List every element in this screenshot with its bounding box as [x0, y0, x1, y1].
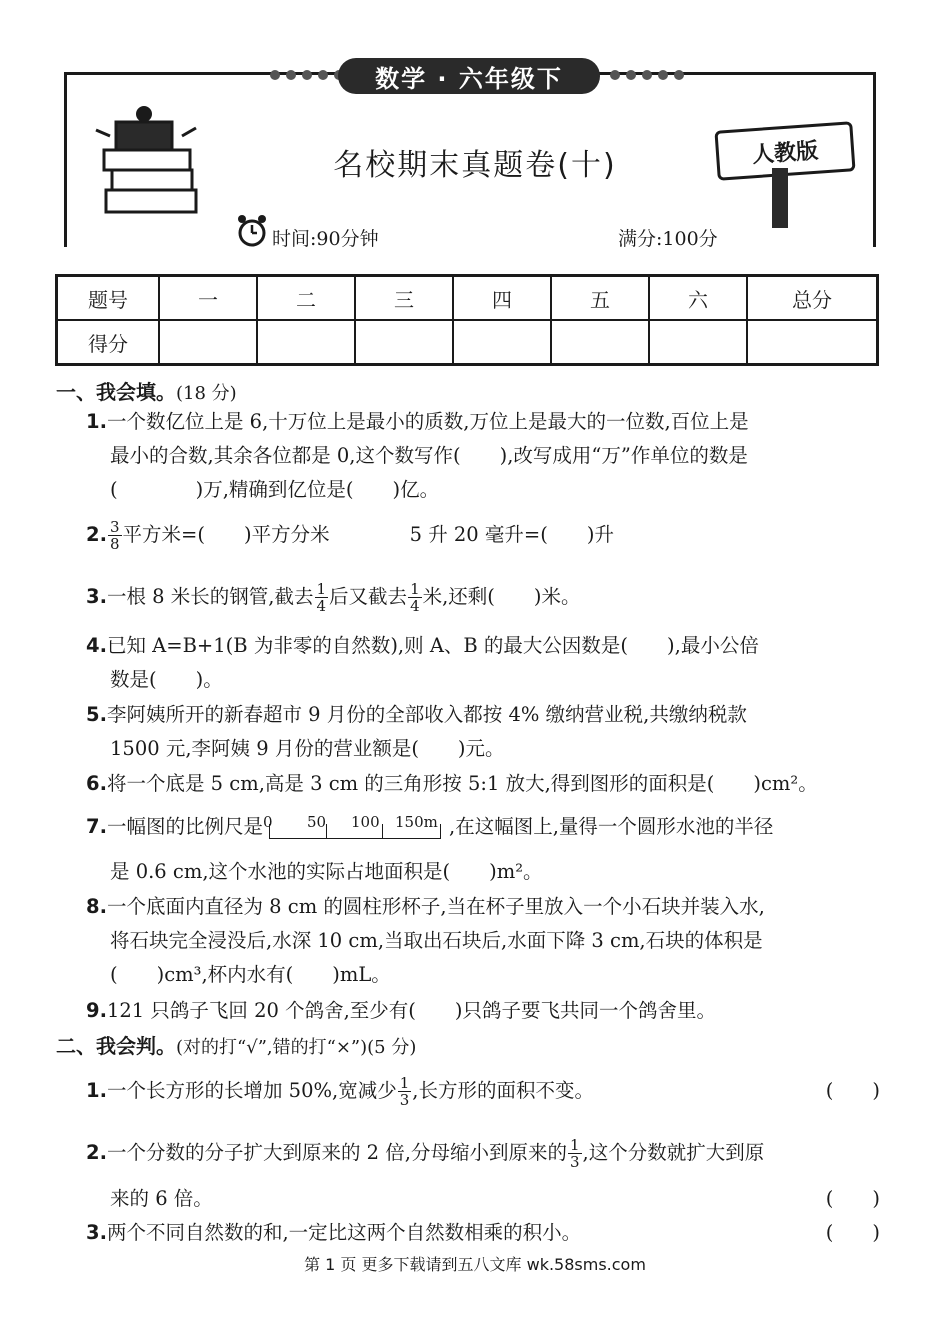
fraction: $\frac{1}{4}$	[410, 580, 420, 615]
table-row	[57, 320, 878, 365]
section2-title: 二、我会判。(对的打“√”,错的打“×”)(5 分)	[56, 1034, 417, 1058]
table-cell: 总分	[747, 276, 878, 321]
question-1-6: 6.将一个底是 5 cm,高是 3 cm 的三角形按 5:1 放大,得到图形的面积是( )cm²。	[86, 772, 818, 795]
answer-paren[interactable]: ( )	[825, 1221, 880, 1244]
section1-title: 一、我会填。(18 分)	[56, 380, 237, 404]
table-cell: 五	[551, 276, 649, 321]
scale-bar: 0 50 100 150m	[263, 813, 449, 843]
alarm-clock-icon	[236, 214, 268, 248]
score-input-cell[interactable]	[747, 320, 878, 365]
decor-dots-left	[270, 70, 344, 80]
full-score: 满分:100分	[618, 228, 718, 250]
table-cell: 二	[257, 276, 355, 321]
table-cell: 得分	[57, 320, 160, 365]
table-cell: 三	[355, 276, 453, 321]
page-footer: 第 1 页 更多下载请到五八文库 wk.58sms.com	[304, 1255, 646, 1274]
question-1-4-line2: 数是( )。	[110, 668, 223, 691]
score-table	[55, 274, 879, 366]
decor-dots-right	[610, 70, 684, 80]
question-1-4: 4.已知 A=B+1(B 为非零的自然数),则 A、B 的最大公因数是( ),最小公倍	[86, 634, 759, 657]
table-cell: 六	[649, 276, 747, 321]
question-2-1: 1.一个长方形的长增加 50%,宽减少 $\frac{1}{3}$ ,长方形的面积不变。 ( )	[86, 1074, 880, 1109]
question-1-7: 7.一幅图的比例尺是 0 50 100 150m ,在这幅图上,量得一个圆形水池的半径	[86, 810, 880, 844]
question-2-2-line2: 来的 6 倍。 ( )	[110, 1182, 880, 1216]
question-1-1-line2: 最小的合数,其余各位都是 0,这个数写作( ),改写成用“万”作单位的数是	[110, 444, 748, 467]
fraction: $\frac{1}{3}$	[399, 1074, 410, 1109]
question-1-8-line3: ( )cm³,杯内水有( )mL。	[110, 963, 391, 986]
score-input-cell[interactable]	[159, 320, 257, 365]
question-2-3: 3.两个不同自然数的和,一定比这两个自然数相乘的积小。 ( )	[86, 1216, 880, 1250]
fraction: $\frac{3}{8}$	[109, 518, 120, 553]
score-input-cell[interactable]	[257, 320, 355, 365]
score-input-cell[interactable]	[453, 320, 551, 365]
question-1-1-line3: ( )万,精确到亿位是( )亿。	[110, 478, 440, 501]
question-1-9: 9.121 只鸽子飞回 20 个鸽舍,至少有( )只鸽子要飞共同一个鸽舍里。	[86, 999, 717, 1022]
sign-post	[772, 168, 788, 228]
question-1-3: 3.一根 8 米长的钢管,截去 $\frac{1}{4}$ 后又截去 $\frac{1}{4}$ 米,还剩( )米。	[86, 580, 581, 615]
question-1-7-line2: 是 0.6 cm,这个水池的实际占地面积是( )m²。	[110, 860, 543, 883]
question-1-2: 2. $\frac{3}{8}$ 平方米=( )平方分米 5 升 20 毫升=( )升	[86, 518, 614, 553]
question-1-1: 1.一个数亿位上是 6,十万位上是最小的质数,万位上是最大的一位数,百位上是	[86, 410, 749, 433]
question-1-8: 8.一个底面内直径为 8 cm 的圆柱形杯子,当在杯子里放入一个小石块并装入水,	[86, 895, 765, 918]
question-1-5-line2: 1500 元,李阿姨 9 月份的营业额是( )元。	[110, 737, 505, 760]
score-input-cell[interactable]	[649, 320, 747, 365]
table-cell: 四	[453, 276, 551, 321]
exam-title: 名校期末真题卷(十)	[333, 148, 617, 183]
exam-time: 时间:90分钟	[272, 228, 379, 250]
edition-sign: 人教版	[714, 121, 855, 181]
subject-pill: 数学 · 六年级下	[338, 58, 600, 94]
question-1-8-line2: 将石块完全浸没后,水深 10 cm,当取出石块后,水面下降 3 cm,石块的体积是	[110, 929, 763, 952]
table-cell: 题号	[57, 276, 160, 321]
answer-paren[interactable]: ( )	[825, 1187, 880, 1210]
question-2-2: 2.一个分数的分子扩大到原来的 2 倍,分母缩小到原来的 $\frac{1}{3}$ ,这个分数就扩大到原	[86, 1136, 765, 1171]
score-input-cell[interactable]	[355, 320, 453, 365]
table-row	[57, 276, 878, 321]
score-input-cell[interactable]	[551, 320, 649, 365]
answer-paren[interactable]: ( )	[825, 1079, 880, 1102]
fraction: $\frac{1}{4}$	[316, 580, 327, 615]
fraction: $\frac{1}{3}$	[570, 1136, 580, 1171]
table-cell: 一	[159, 276, 257, 321]
question-1-5: 5.李阿姨所开的新春超市 9 月份的全部收入都按 4% 缴纳营业税,共缴纳税款	[86, 703, 747, 726]
